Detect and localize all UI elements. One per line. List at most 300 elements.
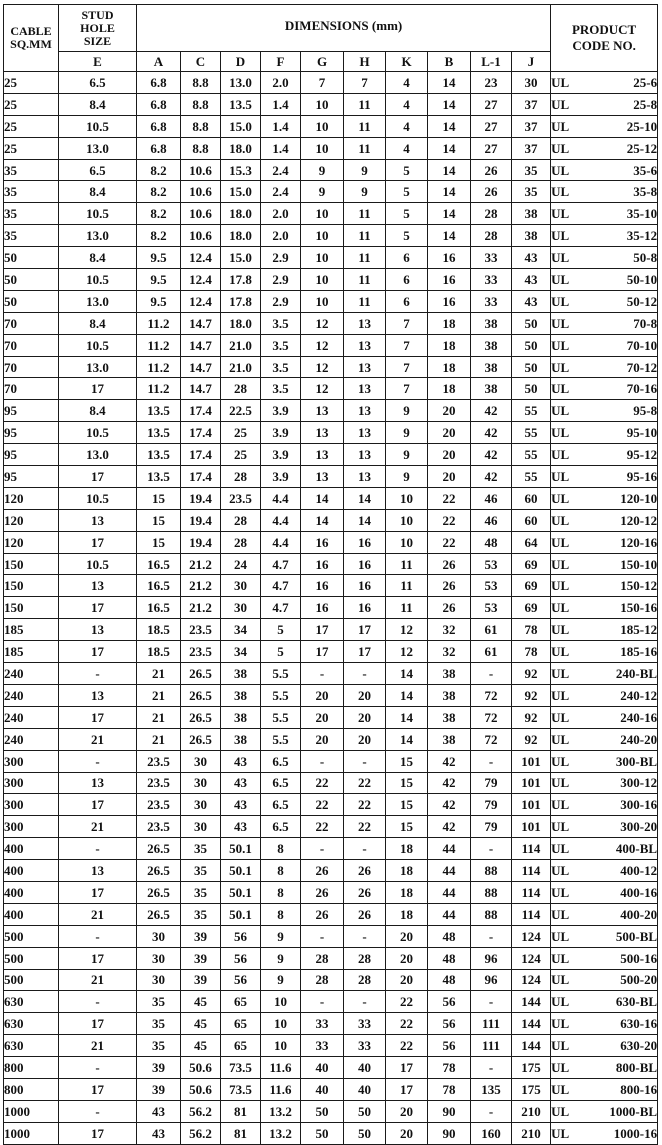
cell-dim-b: 78 bbox=[428, 1078, 471, 1100]
cell-dim-g: 22 bbox=[301, 772, 344, 794]
cell-dim-l1: - bbox=[471, 663, 512, 685]
cell-dim-d: 28 bbox=[221, 509, 261, 531]
cell-product-code bbox=[551, 72, 658, 94]
cell-dim-b: 26 bbox=[428, 575, 471, 597]
cell-dim-f: 2.0 bbox=[261, 225, 301, 247]
cell-stud-hole: 13.0 bbox=[59, 356, 137, 378]
cell-dim-k: 18 bbox=[386, 860, 428, 882]
product-code-prefix: UL bbox=[551, 206, 570, 222]
cell-dim-j: 50 bbox=[512, 334, 551, 356]
table-row bbox=[4, 466, 658, 488]
cell-dim-g: 14 bbox=[301, 487, 344, 509]
cell-stud-hole: 17 bbox=[59, 378, 137, 400]
cell-dim-d: 25 bbox=[221, 422, 261, 444]
cell-dim-b: 42 bbox=[428, 750, 471, 772]
cell-dim-g: 22 bbox=[301, 794, 344, 816]
product-code-prefix: UL bbox=[551, 271, 570, 287]
table-row bbox=[4, 1078, 658, 1100]
cell-product-code bbox=[551, 794, 658, 816]
product-code-number: 240-20 bbox=[620, 731, 658, 747]
cell-dim-a: 9.5 bbox=[137, 269, 181, 291]
cell-dim-j: 144 bbox=[512, 1035, 551, 1057]
cell-dim-j: 210 bbox=[512, 1100, 551, 1122]
table-row bbox=[4, 728, 658, 750]
cell-dim-j: 60 bbox=[512, 509, 551, 531]
cell-cable: 70 bbox=[4, 334, 59, 356]
cell-stud-hole: 10.5 bbox=[59, 487, 137, 509]
cell-product-code bbox=[551, 312, 658, 334]
cell-dim-f: 3.9 bbox=[261, 422, 301, 444]
cell-dim-f: 9 bbox=[261, 925, 301, 947]
cell-dim-c: 26.5 bbox=[181, 684, 221, 706]
cell-dim-a: 6.8 bbox=[137, 93, 181, 115]
cell-dim-b: 22 bbox=[428, 531, 471, 553]
cell-dim-g: 50 bbox=[301, 1122, 344, 1144]
cell-dim-f: 3.9 bbox=[261, 444, 301, 466]
cell-dim-f: 9 bbox=[261, 947, 301, 969]
cell-product-code bbox=[551, 400, 658, 422]
cell-cable: 120 bbox=[4, 509, 59, 531]
product-code-prefix: UL bbox=[551, 687, 570, 703]
product-code-number: 150-10 bbox=[620, 556, 658, 572]
cell-stud-hole: 13.0 bbox=[59, 225, 137, 247]
cell-product-code bbox=[551, 750, 658, 772]
cell-dim-a: 26.5 bbox=[137, 881, 181, 903]
product-code-number: 630-BL bbox=[615, 994, 658, 1010]
cell-cable: 95 bbox=[4, 444, 59, 466]
cell-dim-c: 30 bbox=[181, 750, 221, 772]
cell-dim-k: 12 bbox=[386, 641, 428, 663]
cell-dim-b: 48 bbox=[428, 969, 471, 991]
cell-dim-a: 11.2 bbox=[137, 378, 181, 400]
cell-dim-j: 30 bbox=[512, 72, 551, 94]
product-code-prefix: UL bbox=[551, 1038, 570, 1054]
cell-cable: 120 bbox=[4, 487, 59, 509]
cell-dim-a: 11.2 bbox=[137, 356, 181, 378]
product-code-number: 25-10 bbox=[626, 118, 658, 134]
product-code-number: 95-16 bbox=[626, 468, 658, 484]
cell-dim-k: 7 bbox=[386, 334, 428, 356]
cell-dim-h: 13 bbox=[344, 422, 386, 444]
product-code-prefix: UL bbox=[551, 315, 570, 331]
cell-dim-k: 15 bbox=[386, 750, 428, 772]
cell-stud-hole: - bbox=[59, 750, 137, 772]
product-code-number: 240-12 bbox=[620, 687, 658, 703]
cell-dim-a: 6.8 bbox=[137, 115, 181, 137]
product-code-number: 70-10 bbox=[626, 337, 658, 353]
table-row bbox=[4, 947, 658, 969]
cell-dim-l1: 53 bbox=[471, 597, 512, 619]
cell-dim-f: 3.5 bbox=[261, 356, 301, 378]
cell-cable: 400 bbox=[4, 838, 59, 860]
cell-dim-h: 20 bbox=[344, 706, 386, 728]
cell-product-code bbox=[551, 881, 658, 903]
product-code-prefix: UL bbox=[551, 1125, 570, 1141]
table-row bbox=[4, 247, 658, 269]
cell-dim-h: 9 bbox=[344, 181, 386, 203]
product-code-number: 50-12 bbox=[626, 293, 658, 309]
product-code-number: 400-12 bbox=[620, 863, 658, 878]
cell-dim-h: 13 bbox=[344, 466, 386, 488]
cell-product-code bbox=[551, 947, 658, 969]
product-code-prefix: UL bbox=[551, 1060, 570, 1076]
cell-dim-c: 35 bbox=[181, 838, 221, 860]
cell-dim-d: 50.1 bbox=[221, 903, 261, 925]
cell-dim-h: - bbox=[344, 663, 386, 685]
cell-dim-b: 42 bbox=[428, 794, 471, 816]
table-row bbox=[4, 1057, 658, 1079]
cell-dim-b: 18 bbox=[428, 312, 471, 334]
cell-cable: 1000 bbox=[4, 1122, 59, 1144]
cell-cable: 70 bbox=[4, 312, 59, 334]
product-code-number: 35-6 bbox=[633, 162, 658, 178]
product-code-prefix: UL bbox=[551, 753, 570, 769]
cell-dim-j: 175 bbox=[512, 1057, 551, 1079]
cell-dim-b: 90 bbox=[428, 1122, 471, 1144]
cell-dim-h: 9 bbox=[344, 159, 386, 181]
cell-dim-l1: 23 bbox=[471, 72, 512, 94]
cell-dim-l1: 42 bbox=[471, 466, 512, 488]
cell-dim-j: 114 bbox=[512, 860, 551, 882]
cell-dim-c: 45 bbox=[181, 1035, 221, 1057]
cell-dim-f: 9 bbox=[261, 969, 301, 991]
cell-dim-d: 18.0 bbox=[221, 203, 261, 225]
product-code-number: 300-16 bbox=[620, 797, 658, 813]
cell-dim-j: 69 bbox=[512, 553, 551, 575]
cell-dim-k: 15 bbox=[386, 772, 428, 794]
cell-product-code bbox=[551, 838, 658, 860]
product-code-number: 95-12 bbox=[626, 447, 658, 463]
cell-dim-b: 38 bbox=[428, 728, 471, 750]
cell-dim-g: 10 bbox=[301, 203, 344, 225]
cell-dim-b: 14 bbox=[428, 203, 471, 225]
cell-dim-h: 11 bbox=[344, 225, 386, 247]
cell-dim-f: 2.4 bbox=[261, 181, 301, 203]
cell-dim-h: 33 bbox=[344, 1013, 386, 1035]
header-col-c: C bbox=[181, 52, 221, 72]
cell-dim-j: 50 bbox=[512, 356, 551, 378]
cell-cable: 150 bbox=[4, 575, 59, 597]
cell-cable: 800 bbox=[4, 1078, 59, 1100]
cell-dim-f: 13.2 bbox=[261, 1100, 301, 1122]
cell-dim-g: 10 bbox=[301, 93, 344, 115]
product-code-prefix: UL bbox=[551, 381, 570, 397]
table-row bbox=[4, 750, 658, 772]
cell-dim-g: 12 bbox=[301, 378, 344, 400]
cell-stud-hole: - bbox=[59, 1100, 137, 1122]
cell-dim-g: 26 bbox=[301, 903, 344, 925]
cell-dim-b: 44 bbox=[428, 860, 471, 882]
cell-dim-h: 14 bbox=[344, 487, 386, 509]
cell-cable: 300 bbox=[4, 772, 59, 794]
table-row bbox=[4, 356, 658, 378]
cell-dim-f: 4.7 bbox=[261, 597, 301, 619]
cell-cable: 150 bbox=[4, 553, 59, 575]
cell-dim-j: 78 bbox=[512, 641, 551, 663]
table-row bbox=[4, 378, 658, 400]
product-code-number: 300-BL bbox=[615, 753, 658, 769]
cell-product-code bbox=[551, 860, 658, 882]
cell-dim-b: 78 bbox=[428, 1057, 471, 1079]
cell-dim-g: - bbox=[301, 925, 344, 947]
cell-product-code bbox=[551, 203, 658, 225]
cell-dim-h: - bbox=[344, 991, 386, 1013]
cell-stud-hole: 13.0 bbox=[59, 290, 137, 312]
cell-dim-a: 15 bbox=[137, 509, 181, 531]
cell-dim-h: 40 bbox=[344, 1078, 386, 1100]
cell-dim-l1: 33 bbox=[471, 290, 512, 312]
cell-dim-a: 23.5 bbox=[137, 750, 181, 772]
cell-dim-a: 15 bbox=[137, 487, 181, 509]
cell-dim-b: 90 bbox=[428, 1100, 471, 1122]
product-code-number: 35-10 bbox=[626, 206, 658, 222]
cell-dim-k: 7 bbox=[386, 356, 428, 378]
cell-dim-k: 12 bbox=[386, 619, 428, 641]
cell-dim-b: 14 bbox=[428, 159, 471, 181]
cell-dim-d: 15.0 bbox=[221, 181, 261, 203]
product-code-number: 1000-16 bbox=[613, 1125, 658, 1141]
cell-dim-b: 56 bbox=[428, 991, 471, 1013]
cell-dim-f: 4.4 bbox=[261, 487, 301, 509]
product-code-number: 150-12 bbox=[620, 578, 658, 594]
cell-dim-c: 10.6 bbox=[181, 181, 221, 203]
cell-dim-a: 21 bbox=[137, 728, 181, 750]
cell-dim-h: 16 bbox=[344, 531, 386, 553]
product-code-number: 35-8 bbox=[633, 184, 658, 200]
cell-stud-hole: 6.5 bbox=[59, 159, 137, 181]
cell-dim-a: 6.8 bbox=[137, 137, 181, 159]
cell-dim-k: 5 bbox=[386, 225, 428, 247]
cell-stud-hole: 8.4 bbox=[59, 247, 137, 269]
cell-dim-f: 6.5 bbox=[261, 772, 301, 794]
cell-dim-h: 33 bbox=[344, 1035, 386, 1057]
cell-dim-b: 44 bbox=[428, 903, 471, 925]
cell-dim-g: 14 bbox=[301, 509, 344, 531]
cell-cable: 1000 bbox=[4, 1100, 59, 1122]
cell-cable: 400 bbox=[4, 860, 59, 882]
cell-dim-g: 10 bbox=[301, 269, 344, 291]
cell-cable: 400 bbox=[4, 881, 59, 903]
cell-dim-j: 38 bbox=[512, 203, 551, 225]
product-code-prefix: UL bbox=[551, 972, 570, 988]
cell-dim-l1: - bbox=[471, 838, 512, 860]
cell-dim-c: 8.8 bbox=[181, 93, 221, 115]
cell-dim-f: 10 bbox=[261, 1013, 301, 1035]
header-dimensions: DIMENSIONS (mm) bbox=[137, 5, 551, 52]
cell-stud-hole: - bbox=[59, 1057, 137, 1079]
cell-dim-d: 38 bbox=[221, 684, 261, 706]
table-row bbox=[4, 444, 658, 466]
cell-dim-j: 60 bbox=[512, 487, 551, 509]
cell-dim-c: 10.6 bbox=[181, 159, 221, 181]
cell-dim-b: 14 bbox=[428, 181, 471, 203]
cell-product-code bbox=[551, 269, 658, 291]
product-code-number: 35-12 bbox=[626, 228, 658, 244]
cell-dim-c: 30 bbox=[181, 794, 221, 816]
cell-cable: 400 bbox=[4, 903, 59, 925]
cell-product-code bbox=[551, 487, 658, 509]
cell-dim-g: - bbox=[301, 750, 344, 772]
table-row bbox=[4, 509, 658, 531]
cell-dim-c: 56.2 bbox=[181, 1100, 221, 1122]
cell-dim-a: 39 bbox=[137, 1078, 181, 1100]
cell-dim-a: 23.5 bbox=[137, 772, 181, 794]
cell-dim-f: 4.7 bbox=[261, 575, 301, 597]
cell-product-code bbox=[551, 225, 658, 247]
cell-dim-d: 17.8 bbox=[221, 269, 261, 291]
cell-dim-d: 50.1 bbox=[221, 881, 261, 903]
cell-dim-j: 55 bbox=[512, 400, 551, 422]
cell-dim-k: 20 bbox=[386, 925, 428, 947]
product-code-number: 120-10 bbox=[620, 490, 658, 506]
cell-dim-l1: 33 bbox=[471, 247, 512, 269]
table-row bbox=[4, 487, 658, 509]
cell-dim-b: 14 bbox=[428, 225, 471, 247]
cell-product-code bbox=[551, 466, 658, 488]
cell-dim-k: 4 bbox=[386, 137, 428, 159]
cell-stud-hole: 6.5 bbox=[59, 72, 137, 94]
cell-dim-f: 2.9 bbox=[261, 290, 301, 312]
cell-dim-a: 30 bbox=[137, 947, 181, 969]
product-code-number: 300-12 bbox=[620, 775, 658, 791]
cell-dim-g: - bbox=[301, 991, 344, 1013]
cell-dim-j: 101 bbox=[512, 750, 551, 772]
cell-cable: 630 bbox=[4, 1035, 59, 1057]
cell-dim-k: 22 bbox=[386, 1035, 428, 1057]
product-code-prefix: UL bbox=[551, 1016, 570, 1032]
cell-product-code bbox=[551, 706, 658, 728]
cell-dim-b: 20 bbox=[428, 466, 471, 488]
cell-dim-c: 8.8 bbox=[181, 137, 221, 159]
product-code-number: 500-16 bbox=[620, 950, 658, 966]
cell-dim-h: - bbox=[344, 750, 386, 772]
product-code-number: 25-6 bbox=[633, 74, 658, 90]
cell-dim-l1: - bbox=[471, 1100, 512, 1122]
cell-dim-h: 22 bbox=[344, 816, 386, 838]
cell-dim-g: 7 bbox=[301, 72, 344, 94]
cell-dim-d: 13.0 bbox=[221, 72, 261, 94]
cell-stud-hole: 13 bbox=[59, 619, 137, 641]
cell-dim-b: 38 bbox=[428, 706, 471, 728]
cell-dim-f: 5.5 bbox=[261, 728, 301, 750]
product-code-prefix: UL bbox=[551, 928, 570, 944]
cell-dim-f: 10 bbox=[261, 991, 301, 1013]
cell-product-code bbox=[551, 619, 658, 641]
cell-dim-a: 21 bbox=[137, 706, 181, 728]
cell-product-code bbox=[551, 553, 658, 575]
cell-dim-h: 11 bbox=[344, 115, 386, 137]
cell-dim-g: - bbox=[301, 663, 344, 685]
product-code-number: 1000-BL bbox=[609, 1103, 658, 1119]
cell-dim-a: 23.5 bbox=[137, 794, 181, 816]
product-code-prefix: UL bbox=[551, 884, 570, 900]
cell-cable: 300 bbox=[4, 794, 59, 816]
cell-dim-l1: 96 bbox=[471, 969, 512, 991]
product-code-prefix: UL bbox=[551, 622, 570, 638]
table-row bbox=[4, 1013, 658, 1035]
table-row bbox=[4, 334, 658, 356]
cell-dim-d: 18.0 bbox=[221, 137, 261, 159]
header-cable: CABLE SQ.MM bbox=[4, 5, 59, 72]
cell-dim-f: 6.5 bbox=[261, 750, 301, 772]
product-code-number: 95-10 bbox=[626, 425, 658, 441]
header-col-j: J bbox=[512, 52, 551, 72]
cell-dim-a: 11.2 bbox=[137, 312, 181, 334]
cell-dim-l1: 160 bbox=[471, 1122, 512, 1144]
cell-dim-c: 35 bbox=[181, 860, 221, 882]
cell-dim-j: 69 bbox=[512, 597, 551, 619]
cell-dim-k: 11 bbox=[386, 597, 428, 619]
cell-dim-j: 55 bbox=[512, 444, 551, 466]
cell-dim-l1: 61 bbox=[471, 619, 512, 641]
cell-dim-d: 43 bbox=[221, 816, 261, 838]
cell-dim-l1: - bbox=[471, 1057, 512, 1079]
cell-stud-hole: - bbox=[59, 991, 137, 1013]
cell-cable: 70 bbox=[4, 356, 59, 378]
cell-dim-l1: 79 bbox=[471, 772, 512, 794]
table-row bbox=[4, 115, 658, 137]
cell-dim-a: 30 bbox=[137, 969, 181, 991]
table-row bbox=[4, 531, 658, 553]
product-code-prefix: UL bbox=[551, 1103, 570, 1119]
cell-dim-b: 14 bbox=[428, 72, 471, 94]
product-code-number: 400-BL bbox=[615, 841, 658, 857]
cell-dim-k: 7 bbox=[386, 378, 428, 400]
cell-cable: 70 bbox=[4, 378, 59, 400]
cell-dim-g: 20 bbox=[301, 684, 344, 706]
cell-dim-f: 8 bbox=[261, 881, 301, 903]
cell-dim-f: 8 bbox=[261, 838, 301, 860]
product-code-number: 400-16 bbox=[620, 884, 658, 900]
cell-product-code bbox=[551, 356, 658, 378]
cell-stud-hole: 17 bbox=[59, 706, 137, 728]
cell-dim-h: 50 bbox=[344, 1122, 386, 1144]
cell-dim-d: 24 bbox=[221, 553, 261, 575]
cell-dim-c: 17.4 bbox=[181, 444, 221, 466]
cell-dim-j: 37 bbox=[512, 93, 551, 115]
cell-cable: 240 bbox=[4, 684, 59, 706]
cell-dim-j: 50 bbox=[512, 312, 551, 334]
cell-stud-hole: 8.4 bbox=[59, 181, 137, 203]
cell-dim-b: 22 bbox=[428, 487, 471, 509]
cell-dim-j: 124 bbox=[512, 969, 551, 991]
cell-dim-k: 7 bbox=[386, 312, 428, 334]
cell-dim-a: 21 bbox=[137, 684, 181, 706]
cell-stud-hole: 17 bbox=[59, 531, 137, 553]
product-code-number: 800-BL bbox=[615, 1060, 658, 1076]
cell-dim-g: 28 bbox=[301, 969, 344, 991]
cell-dim-k: 5 bbox=[386, 159, 428, 181]
cell-dim-f: 8 bbox=[261, 903, 301, 925]
cell-dim-a: 8.2 bbox=[137, 159, 181, 181]
table-row bbox=[4, 903, 658, 925]
cell-dim-f: 5.5 bbox=[261, 706, 301, 728]
product-code-number: 400-20 bbox=[620, 906, 658, 922]
cell-dim-a: 35 bbox=[137, 1013, 181, 1035]
cell-dim-f: 3.9 bbox=[261, 466, 301, 488]
cell-dim-g: - bbox=[301, 838, 344, 860]
product-code-prefix: UL bbox=[551, 74, 570, 90]
cell-dim-c: 30 bbox=[181, 772, 221, 794]
cell-dim-g: 33 bbox=[301, 1035, 344, 1057]
cell-dim-k: 15 bbox=[386, 794, 428, 816]
cell-cable: 50 bbox=[4, 269, 59, 291]
cell-dim-g: 50 bbox=[301, 1100, 344, 1122]
cell-dim-j: 35 bbox=[512, 159, 551, 181]
cell-stud-hole: 17 bbox=[59, 1013, 137, 1035]
cell-dim-d: 43 bbox=[221, 750, 261, 772]
cell-dim-l1: 27 bbox=[471, 93, 512, 115]
